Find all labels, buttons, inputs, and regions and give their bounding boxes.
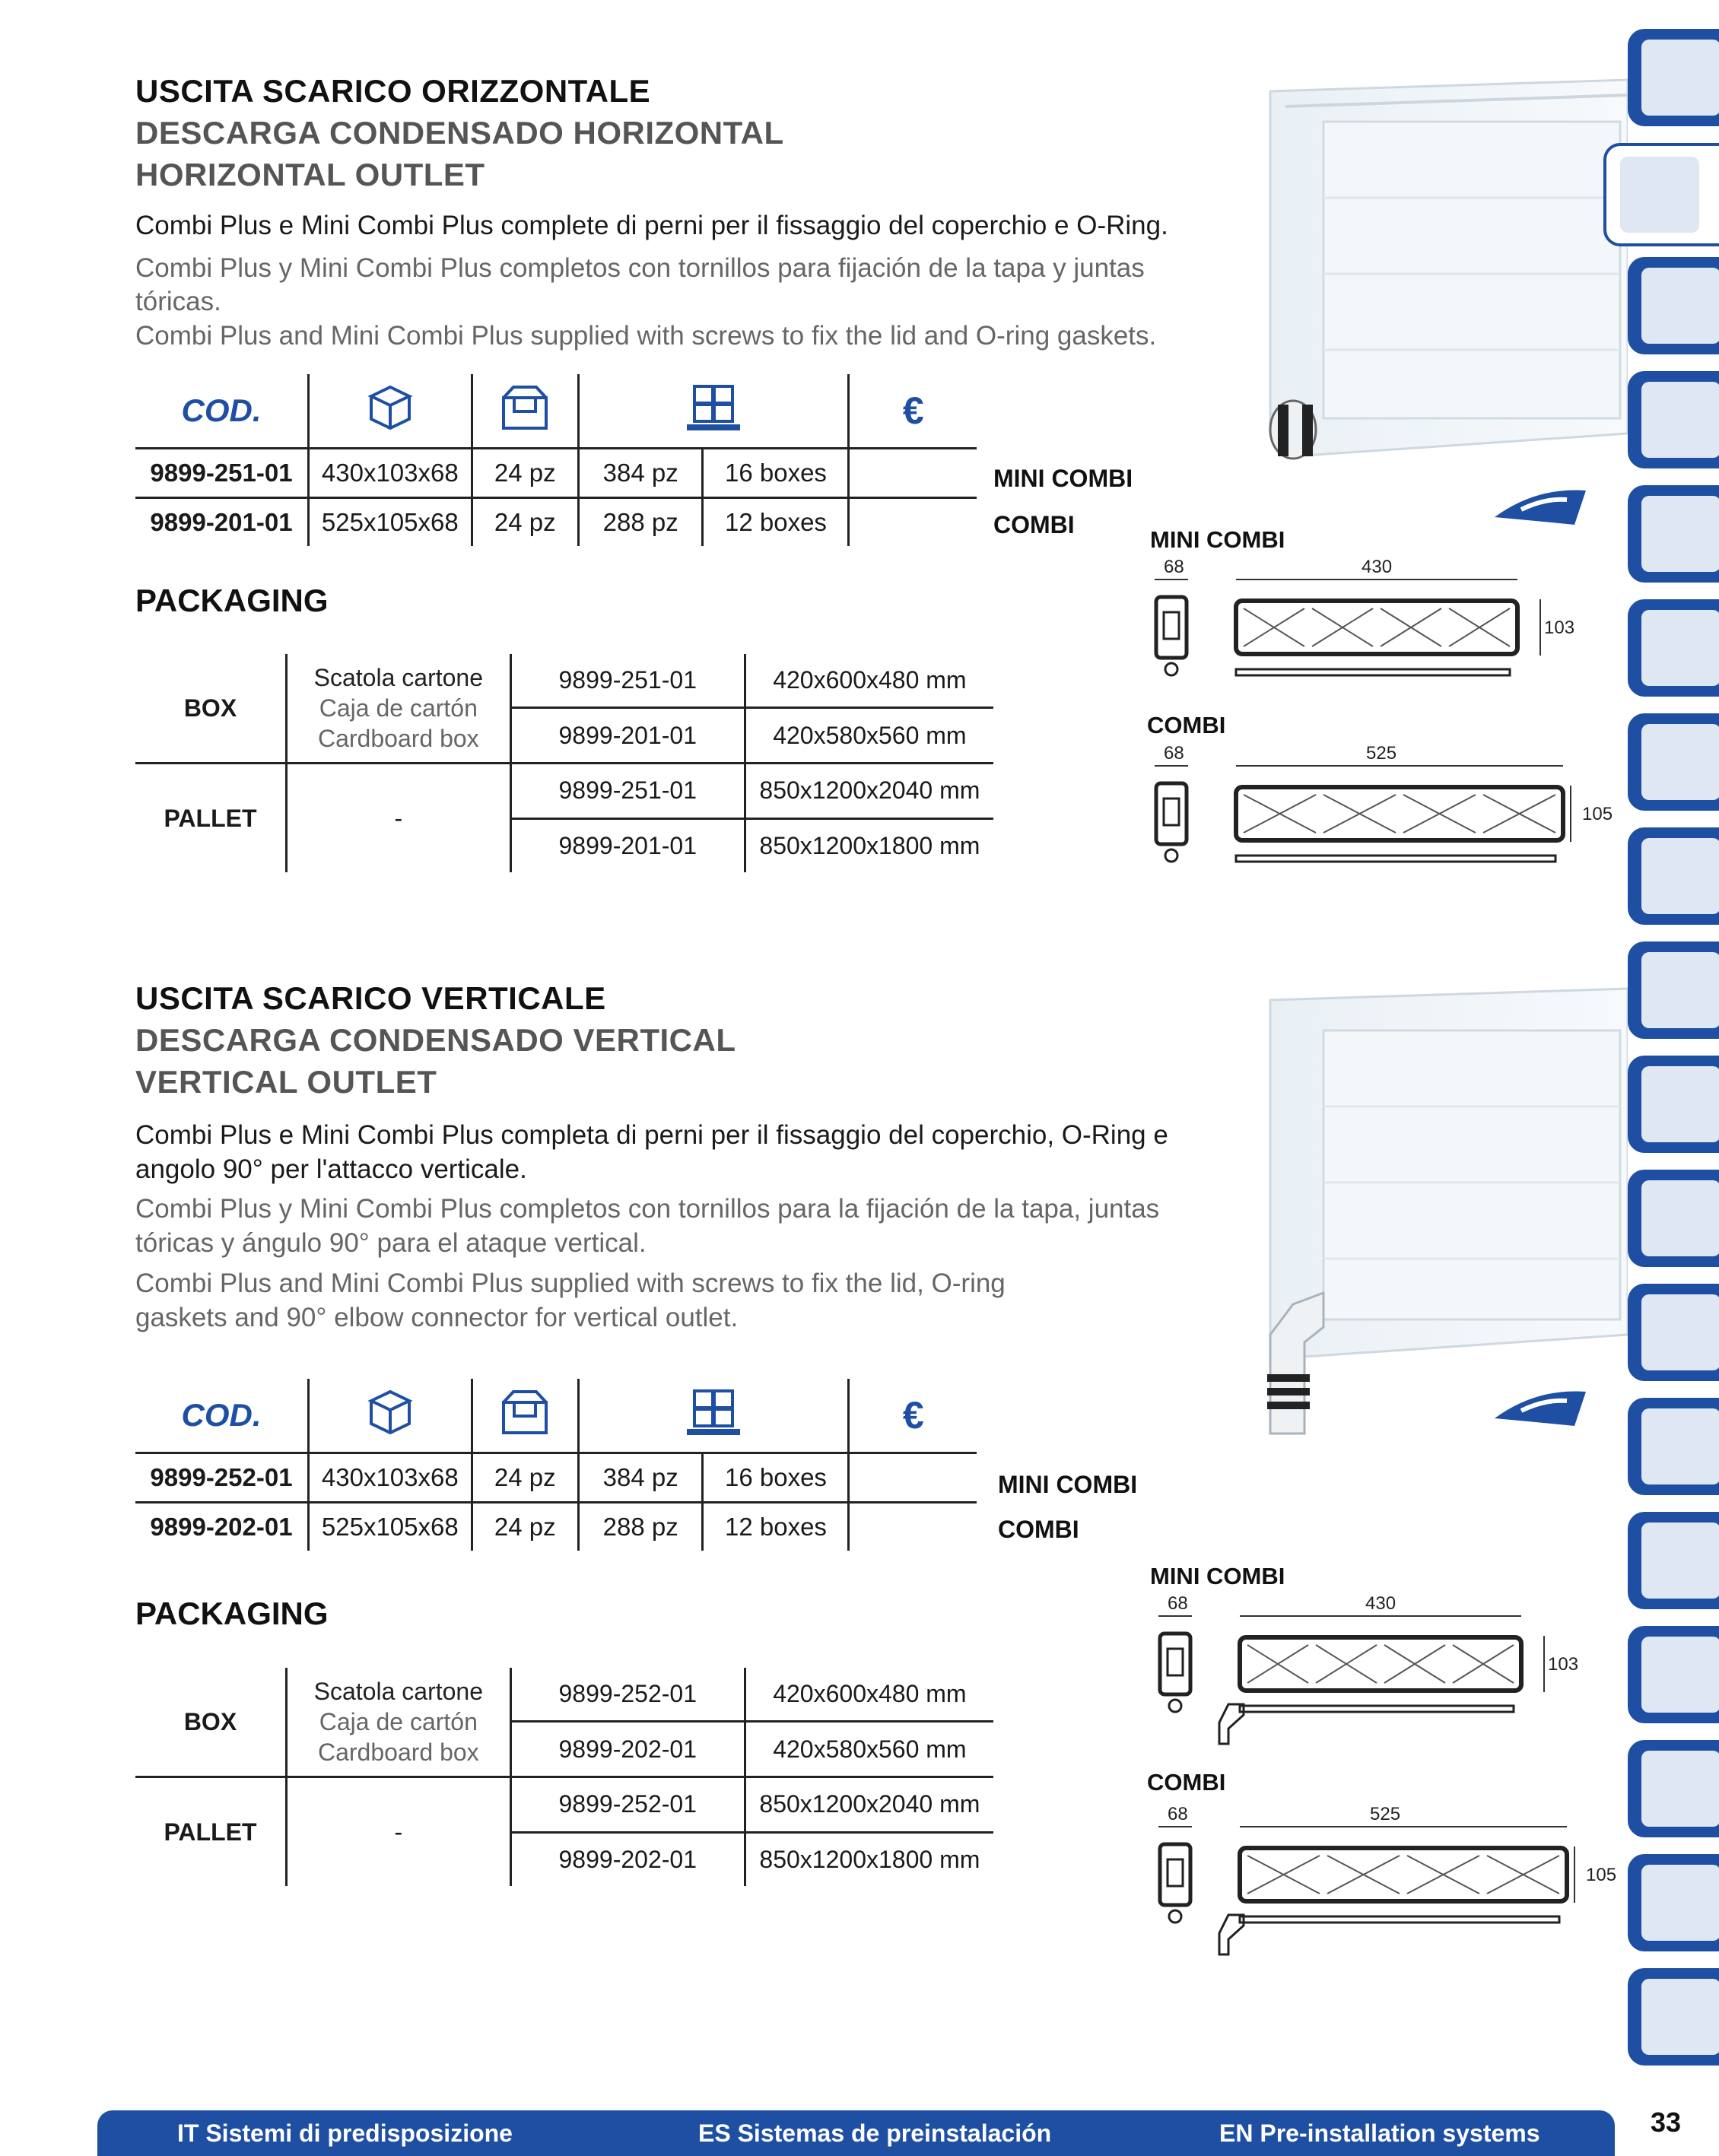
side-tab-2[interactable] [1603, 143, 1719, 246]
dim-width-side: 68 [1164, 743, 1184, 764]
dim-height: 103 [1544, 618, 1575, 638]
pack-code-cell: 9899-252-01 [510, 1668, 745, 1722]
brand-logo [1491, 1384, 1590, 1430]
side-tab-15[interactable] [1628, 1626, 1719, 1723]
diagram-mini-combi-vertical [1145, 1592, 1601, 1755]
side-tab-7[interactable] [1628, 713, 1719, 811]
diagram-combi-title: COMBI [1147, 1769, 1226, 1796]
pack-size-cell: 420x600x480 mm [745, 654, 993, 708]
dim-height: 103 [1548, 1654, 1579, 1675]
pack-code-cell: 9899-251-01 [510, 654, 745, 708]
open-box-icon [494, 381, 555, 434]
section1-desc-en: Combi Plus and Mini Combi Plus supplied with screws to fix the lid and O-ring gaskets. [135, 321, 1157, 351]
table-row [135, 449, 977, 498]
box-desc-it: Scatola cartone [313, 664, 483, 691]
section1-title-es: DESCARGA CONDENSADO HORIZONTAL [135, 115, 784, 151]
cod-header-cell [135, 1379, 308, 1453]
table-row [135, 1453, 977, 1503]
wall-bracket-icon [1641, 1294, 1719, 1370]
bracket-icon [1641, 838, 1719, 914]
section2-desc-es-1: Combi Plus y Mini Combi Plus completos con tornillos para la fijación de la tapa, juntas [135, 1194, 1160, 1224]
box-desc-en: Cardboard box [317, 1738, 479, 1766]
brand-logo [1491, 483, 1590, 529]
pack-code-cell: 9899-251-01 [510, 764, 745, 819]
dims-cell: 430x103x68 [308, 1453, 472, 1503]
dim-height: 105 [1586, 1865, 1617, 1885]
diagram-combi-title: COMBI [1147, 712, 1226, 738]
box-dims-header [308, 1379, 472, 1453]
drain-icon [1641, 1408, 1719, 1484]
condensate-pump-icon [1641, 1637, 1719, 1713]
side-tab-4[interactable] [1628, 371, 1719, 468]
pallet-pz-cell: 384 pz [578, 449, 703, 498]
box-label: BOX [135, 1668, 286, 1777]
pallet-icon [679, 377, 748, 438]
price-cell [849, 1503, 977, 1551]
euro-icon: € [902, 389, 924, 432]
section1-code-table [135, 374, 977, 546]
table-row [135, 1503, 977, 1551]
dim-width-main: 525 [1366, 743, 1397, 764]
diagram-mini-combi-title: MINI COMBI [1150, 526, 1285, 553]
dim-width-main: 430 [1362, 557, 1393, 577]
section2-desc-en-1: Combi Plus and Mini Combi Plus supplied with screws to fix the lid, O-ring [135, 1269, 1006, 1298]
trunking-icon [1641, 496, 1719, 572]
pack-code-cell: 9899-202-01 [510, 1722, 745, 1777]
price-header [849, 374, 977, 449]
pack-code-cell: 9899-201-01 [510, 708, 745, 764]
fitting-icon [1641, 1751, 1719, 1827]
page-number: 33 [1651, 2107, 1682, 2138]
boxes-cell: 12 boxes [703, 498, 849, 547]
box-desc [286, 654, 510, 764]
box-desc-es: Caja de cartón [319, 1708, 478, 1735]
price-cell [849, 498, 977, 547]
section2-code-table [135, 1379, 977, 1551]
pallet-desc: - [286, 1777, 510, 1887]
wall-bracket-icon [1641, 1180, 1719, 1256]
pack-size-cell: 420x580x560 mm [745, 708, 993, 764]
cod-header-cell [135, 374, 308, 449]
pz-cell: 24 pz [472, 1503, 578, 1551]
box-dimensions-icon [364, 1386, 417, 1439]
pack-size-cell: 850x1200x2040 mm [745, 1777, 993, 1833]
boxes-cell: 16 boxes [703, 1453, 849, 1503]
diagram-mini-combi [1141, 555, 1597, 692]
pipe-roll-icon [1641, 382, 1719, 458]
section2-title-es: DESCARGA CONDENSADO VERTICAL [135, 1022, 736, 1058]
side-tab-3[interactable] [1628, 257, 1719, 354]
footer-en: EN Pre-installation systems [1219, 2119, 1540, 2147]
stand-icon [1641, 724, 1719, 800]
pallet-header [578, 1379, 849, 1453]
section1-title-en: HORIZONTAL OUTLET [135, 157, 485, 192]
pack-code-cell: 9899-202-01 [510, 1832, 745, 1886]
side-tab-17[interactable] [1628, 1854, 1719, 1951]
duct-icon [1641, 40, 1719, 116]
side-tab-1[interactable] [1628, 29, 1719, 126]
pallet-icon [679, 1382, 748, 1443]
section1-desc-es-1: Combi Plus y Mini Combi Plus completos con tornillos para fijación de la tapa y juntas [135, 253, 1145, 283]
boxes-cell: 12 boxes [703, 1503, 849, 1551]
side-tab-10[interactable] [1628, 1056, 1719, 1153]
section2-packaging-title: PACKAGING [135, 1596, 329, 1631]
pallet-label: PALLET [164, 1818, 257, 1846]
section1-packaging-title: PACKAGING [135, 583, 329, 618]
section1-title-it: USCITA SCARICO ORIZZONTALE [135, 73, 651, 109]
dim-width-main: 430 [1365, 1593, 1396, 1614]
side-tab-5[interactable] [1628, 485, 1719, 583]
code-cell: 9899-251-01 [135, 449, 308, 498]
box-desc-en: Cardboard box [317, 725, 479, 752]
pallet-desc: - [286, 764, 510, 873]
euro-icon: € [902, 1394, 924, 1437]
pallet-pz-cell: 384 pz [578, 1453, 703, 1503]
row-label-combi: COMBI [993, 511, 1075, 538]
side-tab-8[interactable] [1628, 827, 1719, 925]
dims-cell: 525x105x68 [308, 1503, 472, 1551]
side-tab-6[interactable] [1628, 599, 1719, 697]
section2-desc-es-2: tóricas y ángulo 90° para el ataque vertical. [135, 1228, 647, 1258]
wall-bracket-icon [1641, 1066, 1719, 1142]
box-dims-header [308, 374, 472, 449]
pack-size-cell: 850x1200x2040 mm [745, 764, 993, 819]
footer-es: ES Sistemas de preinstalación [698, 2119, 1052, 2147]
pz-cell: 24 pz [472, 449, 578, 498]
pack-size-cell: 850x1200x1800 mm [745, 818, 993, 872]
row-label-combi: COMBI [998, 1516, 1079, 1543]
pallet-pz-cell: 288 pz [578, 498, 703, 547]
price-cell [849, 1453, 977, 1503]
pack-size-cell: 420x580x560 mm [745, 1722, 993, 1777]
section2-title-en: VERTICAL OUTLET [135, 1064, 437, 1100]
box-desc-it: Scatola cartone [313, 1678, 483, 1705]
dim-width-side: 68 [1164, 557, 1184, 577]
side-tab-16[interactable] [1628, 1740, 1719, 1837]
code-cell: 9899-252-01 [135, 1453, 308, 1503]
section1-packaging-table [135, 654, 993, 872]
dim-width-side: 68 [1168, 1593, 1188, 1614]
footer-it: IT Sistemi di predisposizione [177, 2119, 513, 2147]
section1-desc-es-2: tóricas. [135, 287, 221, 316]
pack-size-cell: 850x1200x1800 mm [745, 1832, 993, 1886]
support-foot-icon [1641, 610, 1719, 686]
grille-icon [1641, 1979, 1719, 2055]
side-tab-13[interactable] [1628, 1398, 1719, 1495]
pallet-pz-cell: 288 pz [578, 1503, 703, 1551]
table-row [135, 498, 977, 547]
section2-desc-it-1: Combi Plus e Mini Combi Plus completa di perni per il fissaggio del coperchio, O-Ring e [135, 1120, 1168, 1150]
dim-width-side: 68 [1168, 1804, 1188, 1824]
section1-desc-it: Combi Plus e Mini Combi Plus complete di perni per il fissaggio del coperchio e O-Ring. [135, 211, 1168, 240]
diagram-combi-vertical [1145, 1802, 1632, 1966]
diagram-mini-combi-title: MINI COMBI [1150, 1563, 1285, 1589]
valve-icon [1641, 268, 1719, 344]
box-desc-es: Caja de cartón [319, 694, 478, 722]
box-desc [286, 1668, 510, 1777]
section2-packaging-table [135, 1668, 993, 1886]
ceiling-support-icon [1641, 1523, 1719, 1599]
diagram-combi [1141, 741, 1628, 878]
pack-code-cell: 9899-252-01 [510, 1777, 745, 1833]
code-cell: 9899-201-01 [150, 508, 293, 536]
side-tab-9[interactable] [1628, 941, 1719, 1039]
copper-pipe-icon [1641, 1865, 1719, 1941]
pallet-header [578, 374, 849, 449]
box-label: BOX [135, 654, 286, 764]
dims-cell: 430x103x68 [308, 449, 472, 498]
box-qty-header [472, 374, 578, 449]
price-cell [849, 449, 977, 498]
open-box-icon [494, 1386, 555, 1439]
row-label-mini-combi: MINI COMBI [993, 465, 1133, 492]
side-tab-12[interactable] [1628, 1284, 1719, 1381]
section2-title-it: USCITA SCARICO VERTICALE [135, 980, 606, 1016]
section2-desc-it-2: angolo 90° per l'attacco verticale. [135, 1154, 527, 1184]
dim-height: 105 [1582, 804, 1613, 824]
product-image-horizontal [1247, 76, 1628, 472]
pack-code-cell: 9899-201-01 [510, 818, 745, 872]
pz-cell: 24 pz [472, 1453, 578, 1503]
price-header [849, 1379, 977, 1453]
box-icon [1641, 952, 1719, 1028]
pump-icon [1620, 157, 1699, 233]
dims-cell: 525x105x68 [308, 498, 472, 547]
dim-width-main: 525 [1370, 1804, 1401, 1824]
side-tab-18[interactable] [1628, 1968, 1719, 2066]
pz-cell: 24 pz [472, 498, 578, 547]
boxes-cell: 16 boxes [703, 449, 849, 498]
row-label-mini-combi: MINI COMBI [998, 1471, 1138, 1498]
side-tab-11[interactable] [1628, 1170, 1719, 1267]
cod-header: COD. [181, 1397, 262, 1433]
cod-header: COD. [181, 392, 262, 428]
section2-desc-en-2: gaskets and 90° elbow connector for vertical outlet. [135, 1303, 739, 1332]
pack-size-cell: 420x600x480 mm [745, 1668, 993, 1722]
box-qty-header [472, 1379, 578, 1453]
pallet-label: PALLET [164, 804, 257, 832]
box-dimensions-icon [364, 381, 417, 434]
footer-bar [97, 2110, 1615, 2156]
side-tab-14[interactable] [1628, 1512, 1719, 1609]
code-cell: 9899-202-01 [150, 1513, 293, 1541]
